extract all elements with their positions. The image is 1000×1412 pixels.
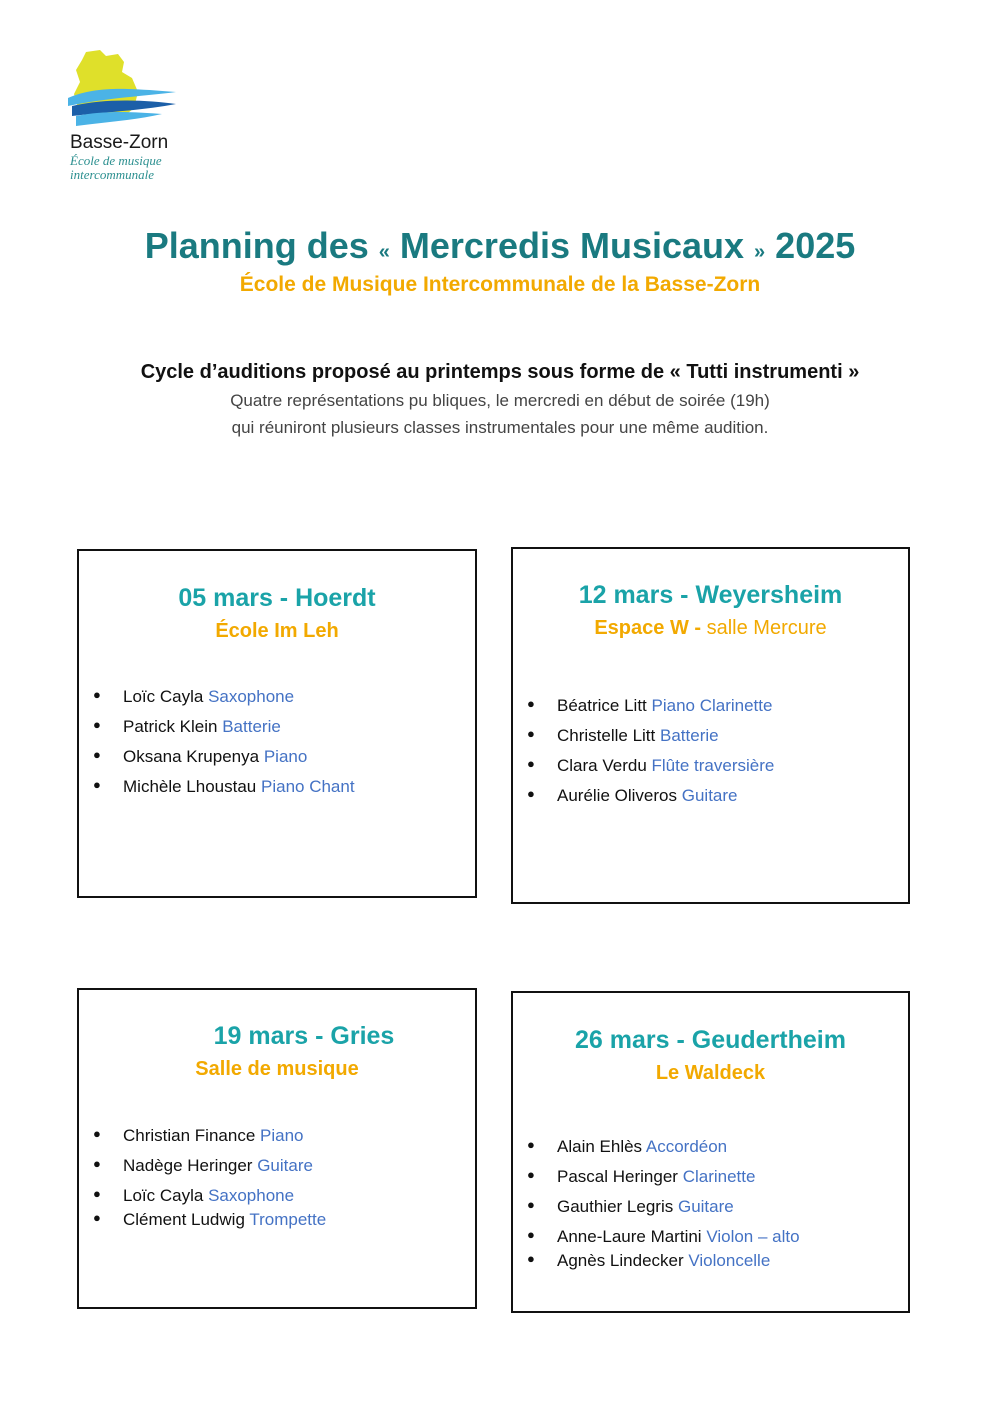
- performer-instrument: Accordéon: [645, 1137, 728, 1156]
- event-title: 26 mars - Geudertheim: [575, 1026, 846, 1054]
- performer-instrument: Guitare: [677, 1197, 734, 1216]
- event-title: 05 mars - Hoerdt: [178, 584, 376, 612]
- performer-list: [93, 1126, 326, 1230]
- performer-instrument: Piano Clarinette: [651, 696, 773, 715]
- performer-instrument: Clarinette: [682, 1167, 756, 1186]
- performer-instrument: Piano Chant: [261, 777, 355, 796]
- performer-instrument: Guitare: [681, 786, 738, 805]
- list-item: [93, 687, 355, 707]
- list-item: [93, 717, 355, 737]
- list-item: [527, 1167, 800, 1187]
- logo-subtitle-line1: École de musique: [70, 153, 162, 168]
- performer-instrument: Piano: [260, 1126, 304, 1145]
- event-card-geudertheim: [511, 991, 910, 1313]
- venue-bold: Le Waldeck: [655, 1062, 766, 1084]
- logo-subtitle: [70, 154, 162, 182]
- venue-rest: salle Mercure: [701, 617, 827, 639]
- logo-subtitle-line2: intercommunale: [70, 167, 154, 182]
- title-part3: 2025: [765, 225, 856, 266]
- event-venue: [79, 620, 475, 643]
- performer-name: Oksana Krupenya: [123, 747, 260, 766]
- event-title: 12 mars - Weyersheim: [578, 581, 843, 609]
- performer-instrument: Saxophone: [208, 1186, 295, 1205]
- performer-name: Clara Verdu: [557, 756, 647, 775]
- performer-name: Gauthier Legris: [557, 1197, 674, 1216]
- list-item: [93, 1156, 326, 1176]
- page-title: [0, 225, 1000, 267]
- venue-bold: École Im Leh: [215, 620, 339, 642]
- list-item: [527, 756, 774, 776]
- list-item: [527, 786, 774, 806]
- performer-name: Clément Ludwig: [123, 1210, 245, 1229]
- intro-line-1: Quatre représentations pu bliques, le mercredi en début de soirée (19h): [230, 391, 770, 410]
- event-card-gries: [77, 988, 477, 1309]
- performer-name: Alain Ehlès: [557, 1137, 643, 1156]
- event-venue: [513, 1062, 908, 1085]
- intro-line-2: qui réuniront plusieurs classes instrumentales pour une même audition.: [231, 418, 769, 437]
- event-venue: [513, 617, 908, 640]
- performer-instrument: Batterie: [660, 726, 719, 745]
- performer-instrument: Guitare: [257, 1156, 313, 1175]
- performer-name: Christelle Litt: [557, 726, 656, 745]
- list-item: [527, 726, 774, 746]
- school-logo: [66, 48, 196, 198]
- performer-instrument: Flûte traversière: [651, 756, 775, 775]
- logo-name: Basse-Zorn: [70, 132, 169, 153]
- list-item: [93, 1126, 326, 1146]
- performer-name: Anne-Laure Martini: [557, 1227, 702, 1246]
- performer-list: [527, 1137, 800, 1271]
- page-subtitle: École de Musique Intercommunale de la Basse-Zorn: [239, 273, 761, 296]
- performer-name: Pascal Heringer: [557, 1167, 678, 1186]
- event-title: 19 mars - Gries: [213, 1022, 395, 1050]
- list-item: [527, 1137, 800, 1157]
- title-quote-close: »: [754, 241, 766, 263]
- event-venue: [79, 1058, 475, 1081]
- performer-name: Patrick Klein: [123, 717, 218, 736]
- title-part1: Planning des: [144, 225, 379, 266]
- performer-name: Aurélie Oliveros: [557, 786, 677, 805]
- performer-name: Michèle Lhoustau: [123, 777, 257, 796]
- performer-instrument: Violoncelle: [688, 1251, 771, 1270]
- performer-instrument: Trompette: [249, 1210, 327, 1229]
- performer-name: Béatrice Litt: [557, 696, 647, 715]
- performer-name: Loïc Cayla: [123, 1186, 204, 1205]
- performer-instrument: Violon – alto: [706, 1227, 800, 1246]
- basse-zorn-map-icon: [66, 48, 196, 138]
- list-item: [93, 747, 355, 767]
- event-card-hoerdt: [77, 549, 477, 898]
- list-item: [527, 1227, 800, 1247]
- title-part2: Mercredis Musicaux: [389, 225, 755, 266]
- venue-bold: Espace W -: [594, 617, 702, 639]
- performer-instrument: Saxophone: [208, 687, 295, 706]
- list-item: [93, 1186, 326, 1206]
- performer-instrument: Piano: [263, 747, 308, 766]
- intro-heading: Cycle d’auditions proposé au printemps sous forme de « Tutti instrumenti »: [140, 361, 860, 383]
- performer-list: [527, 696, 774, 806]
- venue-bold: Salle de musique: [195, 1058, 359, 1080]
- performer-list: [93, 687, 355, 797]
- list-item: [527, 1251, 800, 1271]
- list-item: [527, 696, 774, 716]
- performer-instrument: Batterie: [222, 717, 281, 736]
- list-item: [527, 1197, 800, 1217]
- performer-name: Nadège Heringer: [123, 1156, 253, 1175]
- performer-name: Loïc Cayla: [123, 687, 204, 706]
- performer-name: Christian Finance: [123, 1126, 256, 1145]
- title-quote-open: «: [378, 241, 390, 263]
- list-item: [93, 1210, 326, 1230]
- list-item: [93, 777, 355, 797]
- performer-name: Agnès Lindecker: [557, 1251, 684, 1270]
- event-card-weyersheim: [511, 547, 910, 904]
